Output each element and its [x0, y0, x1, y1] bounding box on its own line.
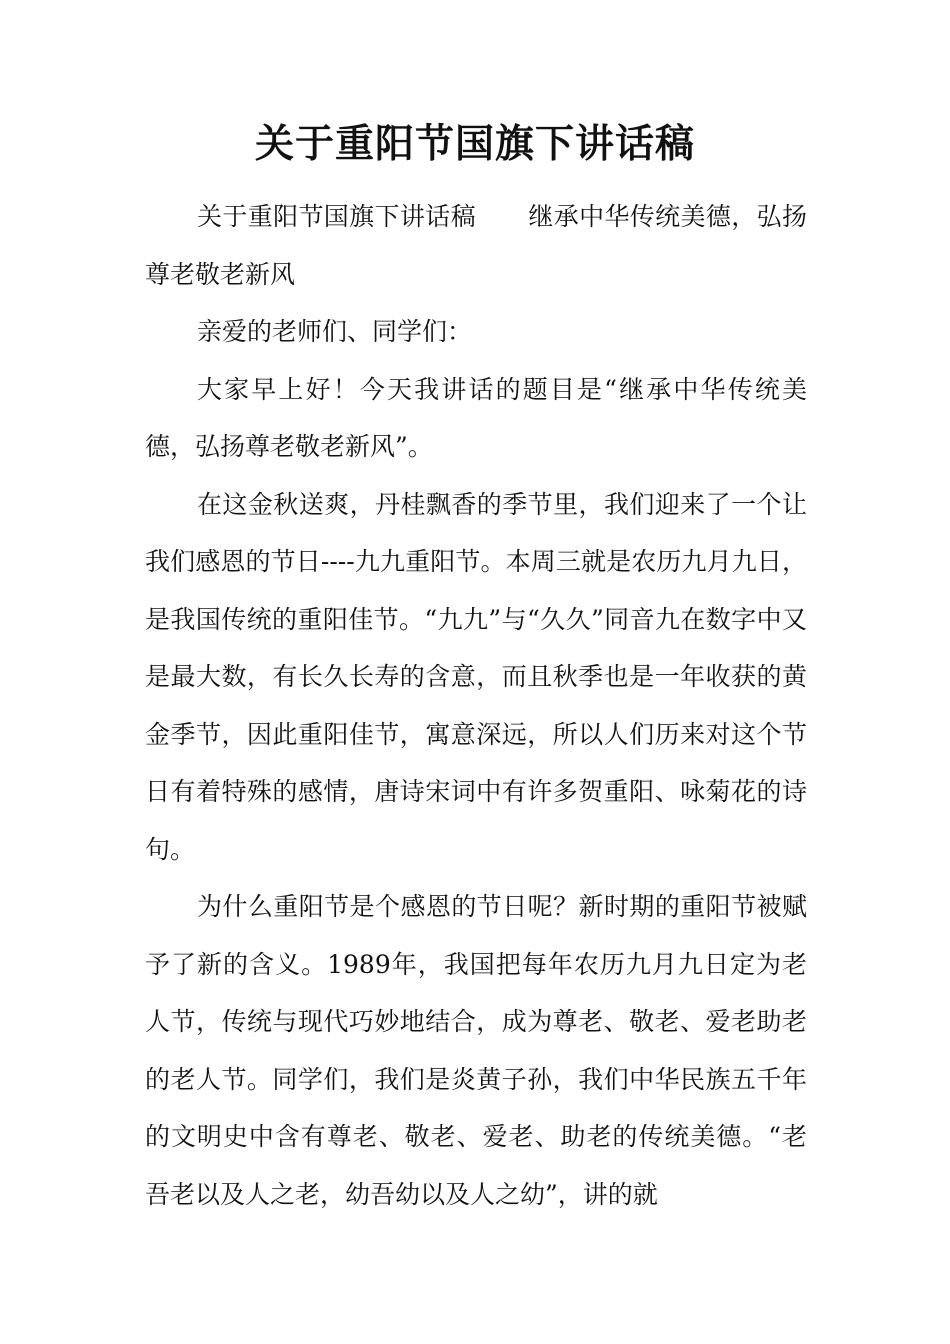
paragraph-heading-line	[145, 188, 807, 303]
paragraph-gratitude: 为什么重阳节是个感恩的节日呢？新时期的重阳节被赋予了新的含义。1989年，我国把每年农历九月九日定为老人节，传统与现代巧妙地结合，成为尊老、敬老、爱老助老的老人节。同学们，我们是炎黄子孙，我们中华民族五千年的文明史中含有尊老、敬老、爱老、助老的传统美德。“老吾老以及人之老，幼吾幼以及人之幼”，讲的就	[145, 892, 807, 1209]
paragraph-salutation: 亲爱的老师们、同学们：	[197, 317, 473, 346]
paragraph-festival-intro: 在这金秋送爽，丹桂飘香的季节里，我们迎来了一个让我们感恩的节日----九九重阳节。本周三就是农历九月九日，是我国传统的重阳佳节。“九九”与“久久”同音九在数字中又是最大数，有长久长寿的含意，而且秋季也是一年收获的黄金季节，因此重阳佳节，寓意深远，所以人们历来对这个节日有着特殊的感情，唐诗宋词中有许多贺重阳、咏菊花的诗句。	[145, 489, 807, 864]
paragraph-greeting: 大家早上好！今天我讲话的题目是“继承中华传统美德，弘扬尊老敬老新风”。	[145, 374, 807, 461]
document-title: 关于重阳节国旗下讲话稿	[254, 121, 695, 167]
paragraph-subtitle: 继承中华传统美德，弘扬尊老敬老新风	[145, 202, 807, 289]
paragraph-title-repeat: 关于重阳节国旗下讲话稿	[197, 202, 476, 231]
document-body	[145, 188, 807, 1223]
